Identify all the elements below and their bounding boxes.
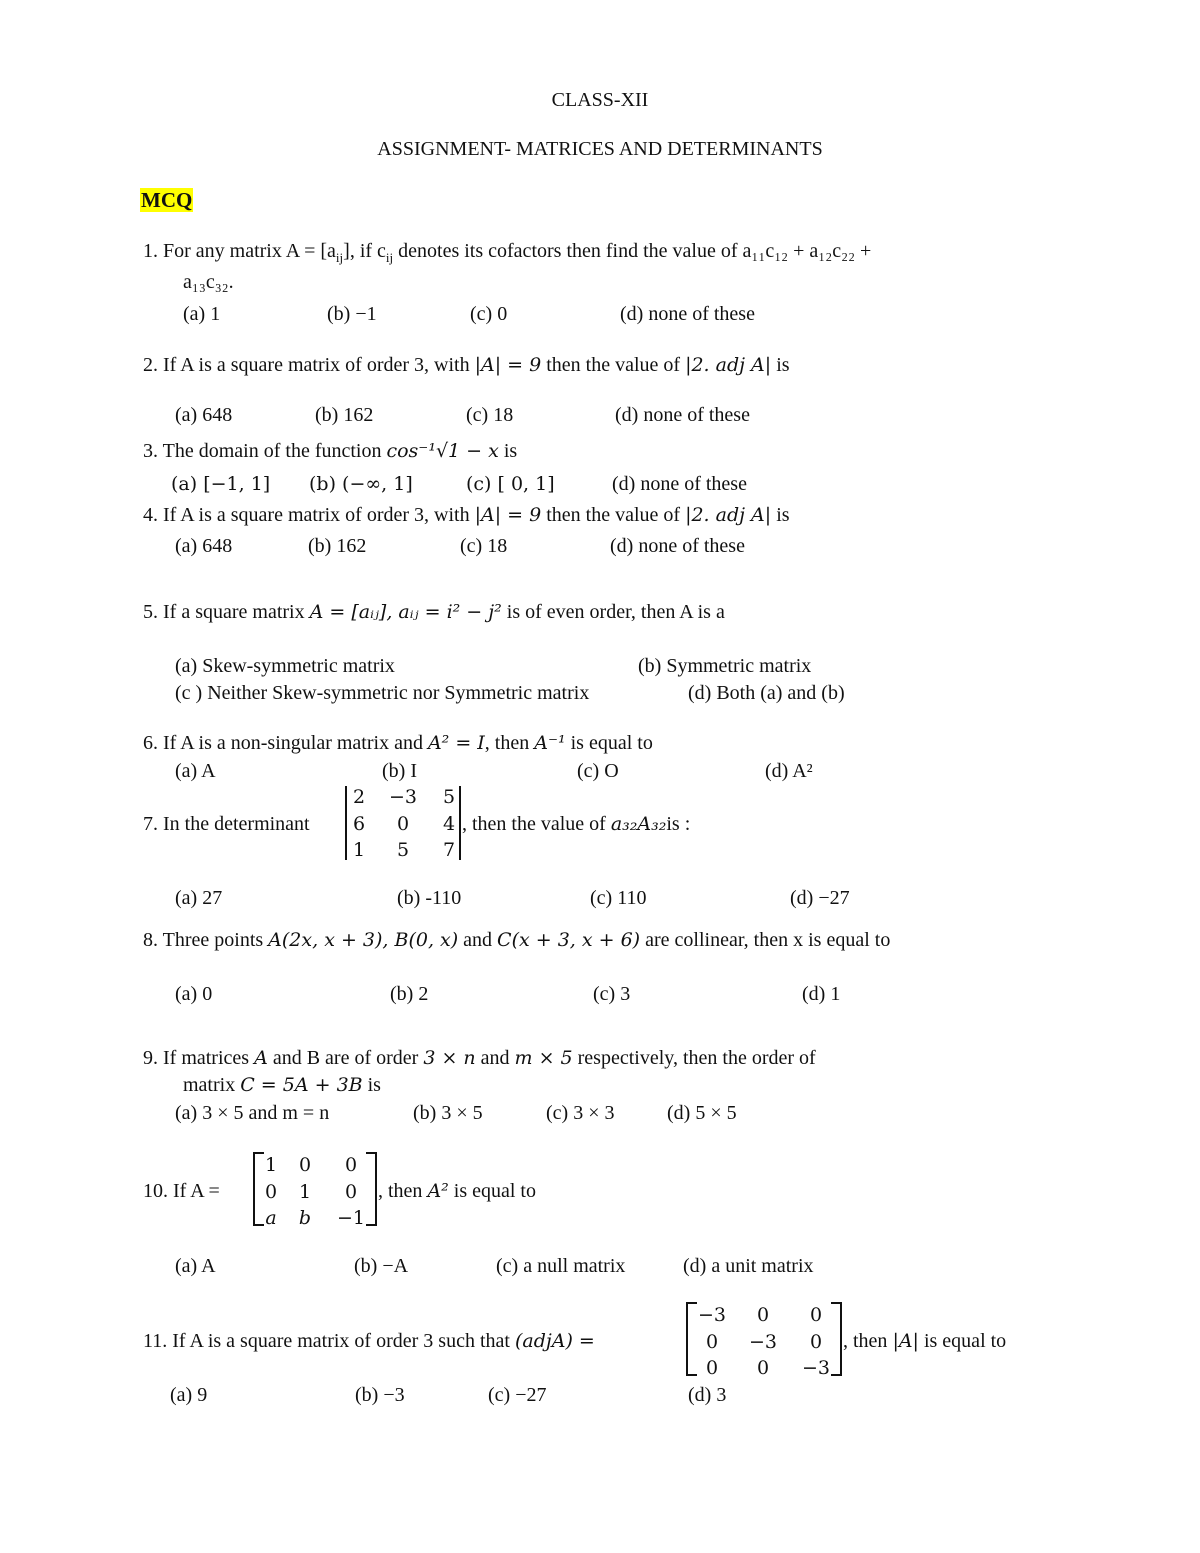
q8-option-d: (d) 1 [802, 983, 841, 1005]
q2-option-c: (c) 18 [466, 404, 514, 426]
question-10-suffix: , then A² is equal to [378, 1180, 536, 1202]
matrix-cell: 0 [809, 1331, 823, 1353]
matrix-cell: a [265, 1207, 277, 1229]
q10-option-b: (b) −A [354, 1255, 409, 1277]
matrix-cell: 0 [756, 1357, 770, 1379]
matrix-cell: −3 [748, 1331, 777, 1353]
q11-option-c: (c) −27 [488, 1384, 547, 1406]
q2-option-a: (a) 648 [175, 404, 233, 426]
q6-option-d: (d) A² [765, 760, 813, 782]
matrix-cell: 0 [298, 1154, 312, 1176]
question-7-suffix: , then the value of a₃₂A₃₂is : [462, 813, 691, 835]
det-cell: 5 [396, 839, 410, 861]
matrix-cell: 0 [344, 1181, 358, 1203]
q9-option-a: (a) 3 × 5 and m = n [175, 1102, 330, 1124]
det-cell: 1 [352, 839, 366, 861]
mcq-heading [140, 190, 193, 211]
q1-option-d: (d) none of these [620, 303, 755, 325]
question-1: 1. For any matrix $A = [a_{ij}]$, if $c_{ij}$ denotes its cofactors then find the value of a₁₁c₁₂ + a₁₂c₂₂ + [143, 240, 872, 265]
q10-option-d: (d) a unit matrix [683, 1255, 814, 1277]
matrix-cell: 0 [344, 1154, 358, 1176]
det-cell: 7 [442, 839, 456, 861]
adj-matrix [686, 1302, 842, 1379]
q7-option-c: (c) 110 [590, 887, 647, 909]
q1-option-c: (c) 0 [470, 303, 508, 325]
det-cell: 4 [442, 813, 456, 835]
q8-option-c: (c) 3 [593, 983, 631, 1005]
matrix-a [253, 1152, 377, 1229]
q3-option-a: (a) [−1, 1] [171, 473, 271, 495]
question-10-prefix: 10. If A = [143, 1180, 220, 1202]
question-5: 5. If a square matrix A = [aᵢⱼ], aᵢⱼ = i² − j² is of even order, then A is a [143, 601, 725, 623]
q4-option-d: (d) none of these [610, 535, 745, 557]
question-8: 8. Three points A(2x, x + 3), B(0, x) and C(x + 3, x + 6) are collinear, then x is equal to [143, 929, 891, 951]
q6-option-b: (b) I [382, 760, 417, 782]
matrix-cell: b [298, 1207, 312, 1229]
matrix-cell: −1 [336, 1207, 365, 1229]
matrix-cell: 0 [809, 1304, 823, 1326]
question-2: 2. If A is a square matrix of order 3, with |A| = 9 then the value of |2. adj A| is [143, 354, 790, 376]
q3-option-c: (c) [ 0, 1] [466, 473, 555, 495]
q8-option-a: (a) 0 [175, 983, 213, 1005]
det-cell: −3 [388, 786, 417, 808]
q8-option-b: (b) 2 [390, 983, 429, 1005]
q4-option-b: (b) 162 [308, 535, 367, 557]
mcq-label: MCQ [141, 188, 193, 212]
matrix-cell: −3 [801, 1357, 830, 1379]
q5-option-d: (d) Both (a) and (b) [688, 682, 845, 704]
q6-option-c: (c) O [577, 760, 619, 782]
q7-option-d: (d) −27 [790, 887, 850, 909]
question-3: 3. The domain of the function cos⁻¹√1 − x is [143, 440, 518, 462]
q7-option-b: (b) -110 [397, 887, 462, 909]
q4-option-c: (c) 18 [460, 535, 508, 557]
question-4: 4. If A is a square matrix of order 3, with |A| = 9 then the value of |2. adj A| is [143, 504, 790, 526]
q5-option-a: (a) Skew-symmetric matrix [175, 655, 395, 677]
q6-option-a: (a) A [175, 760, 216, 782]
det-cell: 5 [442, 786, 456, 808]
q10-option-c: (c) a null matrix [496, 1255, 626, 1277]
q3-option-d: (d) none of these [612, 473, 747, 495]
q5-option-c: (c ) Neither Skew-symmetric nor Symmetric matrix [175, 682, 590, 704]
determinant-matrix [345, 786, 461, 860]
question-7-prefix: 7. In the determinant [143, 813, 310, 835]
det-cell: 2 [352, 786, 366, 808]
question-11-suffix: , then |A| is equal to [843, 1330, 1007, 1352]
q4-option-a: (a) 648 [175, 535, 233, 557]
question-1-line-2: a₁₃c₃₂. [183, 271, 234, 293]
matrix-cell: 1 [298, 1181, 312, 1203]
q7-option-a: (a) 27 [175, 887, 223, 909]
det-cell: 0 [396, 813, 410, 835]
matrix-cell: 0 [264, 1181, 278, 1203]
matrix-cell: 0 [756, 1304, 770, 1326]
q5-option-b: (b) Symmetric matrix [638, 655, 812, 677]
question-9-line-2: matrix C = 5A + 3B is [183, 1074, 381, 1096]
q9-option-d: (d) 5 × 5 [667, 1102, 737, 1124]
q2-option-b: (b) 162 [315, 404, 374, 426]
q9-option-c: (c) 3 × 3 [546, 1102, 615, 1124]
q11-option-d: (d) 3 [688, 1384, 727, 1406]
question-6: 6. If A is a non-singular matrix and A² = I, then A⁻¹ is equal to [143, 732, 653, 754]
matrix-cell: 0 [705, 1331, 719, 1353]
q2-option-d: (d) none of these [615, 404, 750, 426]
class-heading: CLASS-XII [551, 89, 649, 111]
q11-option-a: (a) 9 [170, 1384, 208, 1406]
det-cell: 6 [352, 813, 366, 835]
matrix-cell: 0 [705, 1357, 719, 1379]
question-11-prefix: 11. If A is a square matrix of order 3 such that (adjA) = [143, 1330, 595, 1352]
question-9: 9. If matrices A and B are of order 3 × n and m × 5 respectively, then the order of [143, 1047, 816, 1069]
q3-option-b: (b) (−∞, 1] [309, 473, 413, 495]
assignment-title: ASSIGNMENT- MATRICES AND DETERMINANTS [377, 138, 823, 160]
q10-option-a: (a) A [175, 1255, 216, 1277]
matrix-cell: −3 [697, 1304, 726, 1326]
q9-option-b: (b) 3 × 5 [413, 1102, 483, 1124]
q11-option-b: (b) −3 [355, 1384, 405, 1406]
matrix-cell: 1 [264, 1154, 278, 1176]
q1-option-a: (a) 1 [183, 303, 221, 325]
q1-option-b: (b) −1 [327, 303, 377, 325]
